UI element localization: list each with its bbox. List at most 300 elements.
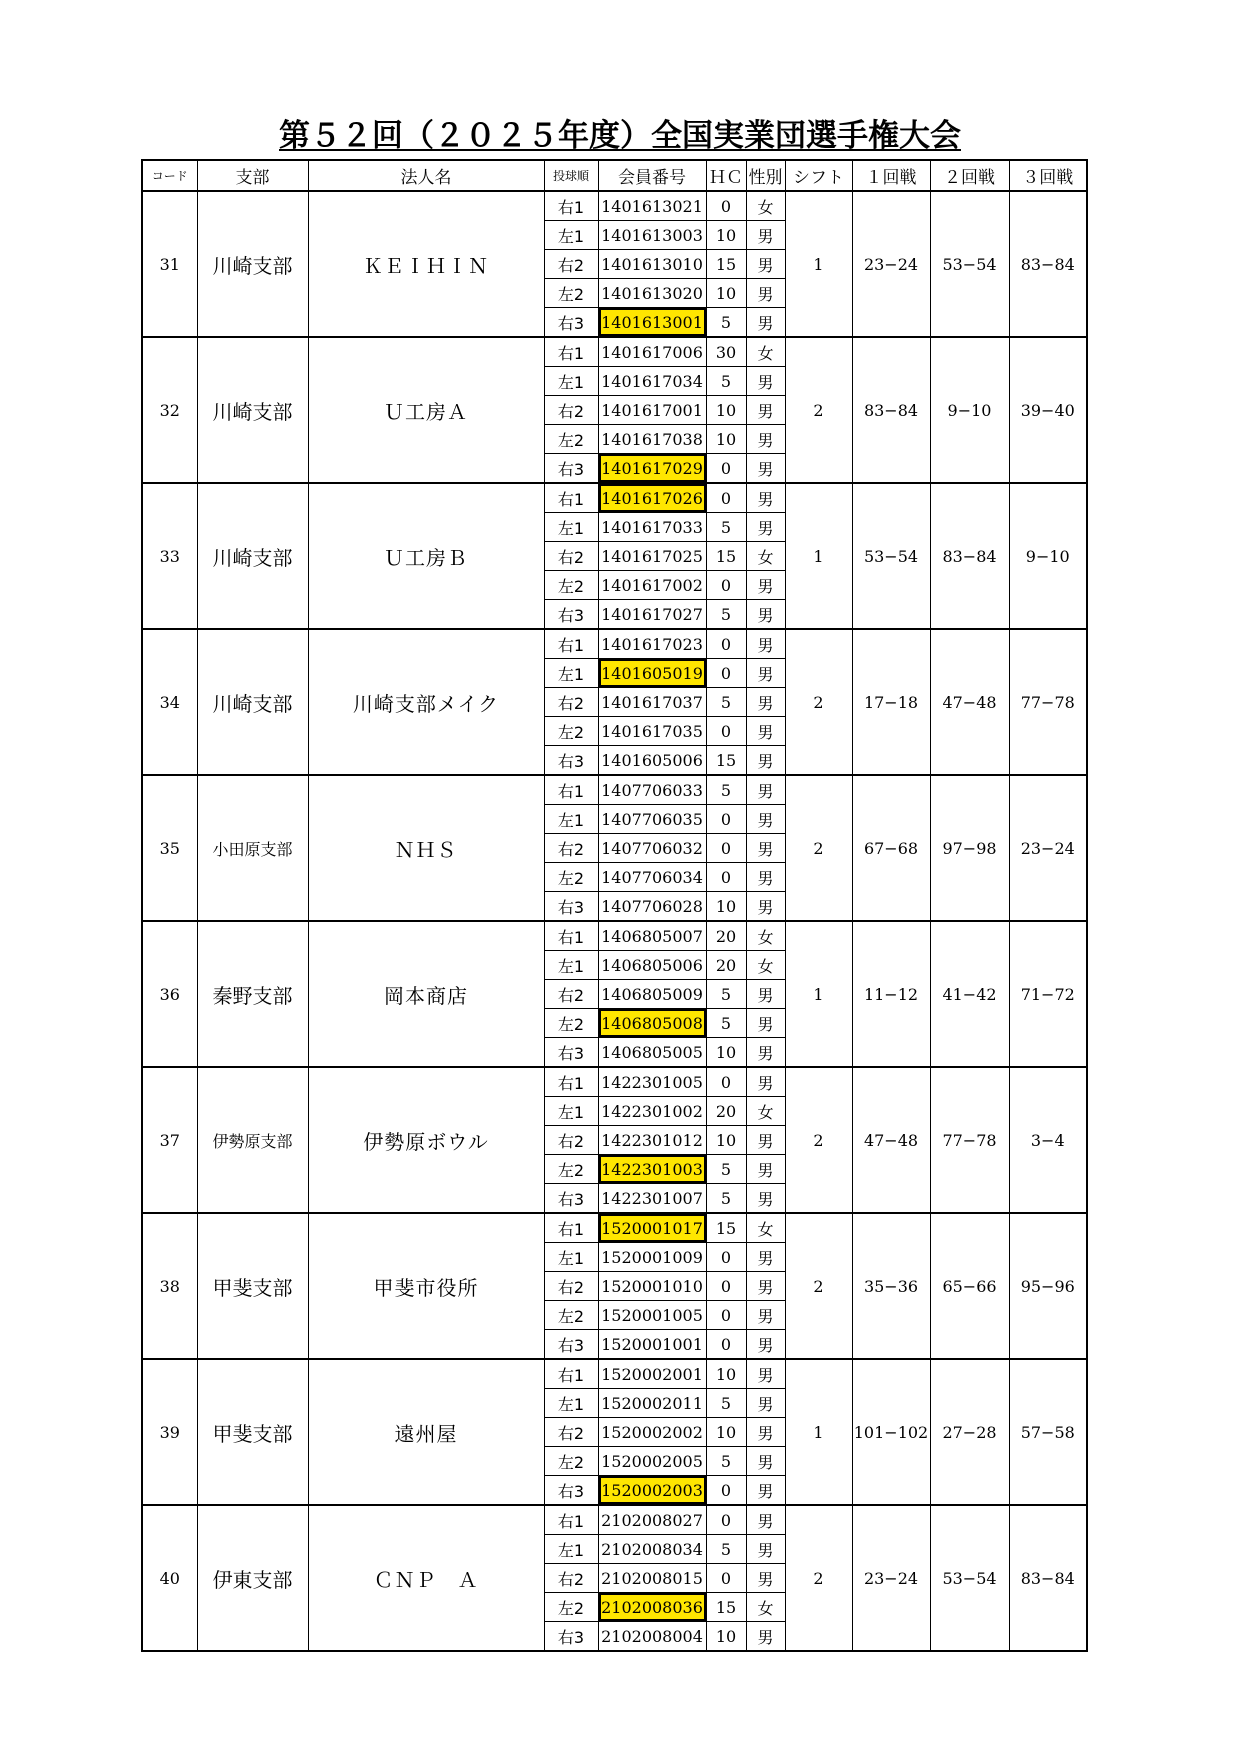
sex: 男 xyxy=(746,1301,785,1330)
round1-lanes: 67−68 xyxy=(852,775,930,921)
member-number: 2102008004 xyxy=(598,1622,706,1652)
handicap: 0 xyxy=(706,1243,746,1272)
sex: 男 xyxy=(746,396,785,425)
round2-lanes: 9−10 xyxy=(930,337,1009,483)
team-code: 34 xyxy=(142,629,197,775)
sex: 女 xyxy=(746,337,785,367)
bowling-order: 左1 xyxy=(544,1097,598,1126)
bowling-order: 右1 xyxy=(544,775,598,805)
sex: 男 xyxy=(746,1184,785,1214)
bowling-order: 左2 xyxy=(544,571,598,600)
team-group xyxy=(142,1359,1087,1505)
member-number: 1520002001 xyxy=(598,1359,706,1389)
sex: 男 xyxy=(746,1155,785,1184)
handicap: 10 xyxy=(706,279,746,308)
sex: 男 xyxy=(746,483,785,513)
member-number: 1401617029 xyxy=(598,454,706,484)
member-number: 1520001009 xyxy=(598,1243,706,1272)
sex: 男 xyxy=(746,250,785,279)
handicap: 10 xyxy=(706,396,746,425)
company-name: ＮＨＳ xyxy=(308,775,544,921)
round1-lanes: 83−84 xyxy=(852,337,930,483)
sex: 男 xyxy=(746,1447,785,1476)
shift: 2 xyxy=(785,337,852,483)
sex: 男 xyxy=(746,629,785,659)
round2-lanes: 77−78 xyxy=(930,1067,1009,1213)
member-number: 1520002003 xyxy=(598,1476,706,1506)
round3-lanes: 3−4 xyxy=(1009,1067,1087,1213)
bowling-order: 右1 xyxy=(544,483,598,513)
round3-lanes: 83−84 xyxy=(1009,1505,1087,1651)
handicap: 10 xyxy=(706,425,746,454)
member-number: 1401617033 xyxy=(598,513,706,542)
member-number: 1401605006 xyxy=(598,746,706,776)
bowling-order: 右3 xyxy=(544,1038,598,1068)
member-number: 1422301007 xyxy=(598,1184,706,1214)
handicap: 10 xyxy=(706,221,746,250)
round1-lanes: 53−54 xyxy=(852,483,930,629)
company-name: ＣＮＰ Ａ xyxy=(308,1505,544,1651)
shift: 1 xyxy=(785,191,852,337)
team-group xyxy=(142,775,1087,921)
sex: 男 xyxy=(746,367,785,396)
bowling-order: 右3 xyxy=(544,454,598,484)
member-number: 1401613021 xyxy=(598,191,706,221)
member-number: 1520002002 xyxy=(598,1418,706,1447)
table-row xyxy=(142,1067,1087,1097)
bowling-order: 右3 xyxy=(544,892,598,922)
round2-lanes: 41−42 xyxy=(930,921,1009,1067)
member-number: 1520002005 xyxy=(598,1447,706,1476)
bowling-order: 左1 xyxy=(544,513,598,542)
bowling-order: 右2 xyxy=(544,1564,598,1593)
shift: 2 xyxy=(785,1505,852,1651)
bowling-order: 右2 xyxy=(544,542,598,571)
branch-name: 伊勢原支部 xyxy=(197,1067,308,1213)
round1-lanes: 17−18 xyxy=(852,629,930,775)
handicap: 0 xyxy=(706,629,746,659)
branch-name: 甲斐支部 xyxy=(197,1359,308,1505)
round2-lanes: 53−54 xyxy=(930,191,1009,337)
sex: 男 xyxy=(746,600,785,630)
bowling-order: 右2 xyxy=(544,1418,598,1447)
shift: 2 xyxy=(785,1067,852,1213)
handicap: 5 xyxy=(706,1009,746,1038)
team-group xyxy=(142,483,1087,629)
shift: 1 xyxy=(785,1359,852,1505)
bowling-order: 左2 xyxy=(544,1593,598,1622)
header-round1: １回戦 xyxy=(852,160,930,191)
bowling-order: 左2 xyxy=(544,1155,598,1184)
round3-lanes: 9−10 xyxy=(1009,483,1087,629)
round1-lanes: 47−48 xyxy=(852,1067,930,1213)
branch-name: 川崎支部 xyxy=(197,483,308,629)
header-branch: 支部 xyxy=(197,160,308,191)
bowling-order: 右1 xyxy=(544,629,598,659)
round2-lanes: 27−28 xyxy=(930,1359,1009,1505)
round3-lanes: 77−78 xyxy=(1009,629,1087,775)
bowling-order: 右2 xyxy=(544,396,598,425)
handicap: 20 xyxy=(706,1097,746,1126)
table-row xyxy=(142,1213,1087,1243)
member-number: 1406805006 xyxy=(598,951,706,980)
sex: 男 xyxy=(746,659,785,688)
header-company: 法人名 xyxy=(308,160,544,191)
bowling-order: 左2 xyxy=(544,425,598,454)
bowling-order: 右2 xyxy=(544,980,598,1009)
round1-lanes: 23−24 xyxy=(852,191,930,337)
handicap: 20 xyxy=(706,921,746,951)
handicap: 0 xyxy=(706,805,746,834)
member-number: 1401617006 xyxy=(598,337,706,367)
company-name: Ｕ工房Ａ xyxy=(308,337,544,483)
round2-lanes: 83−84 xyxy=(930,483,1009,629)
handicap: 5 xyxy=(706,1184,746,1214)
member-number: 1520002011 xyxy=(598,1389,706,1418)
handicap: 15 xyxy=(706,746,746,776)
member-number: 1401605019 xyxy=(598,659,706,688)
bowling-order: 右2 xyxy=(544,1272,598,1301)
handicap: 30 xyxy=(706,337,746,367)
team-code: 38 xyxy=(142,1213,197,1359)
handicap: 5 xyxy=(706,980,746,1009)
team-code: 31 xyxy=(142,191,197,337)
sex: 女 xyxy=(746,921,785,951)
handicap: 0 xyxy=(706,483,746,513)
round3-lanes: 83−84 xyxy=(1009,191,1087,337)
sex: 男 xyxy=(746,717,785,746)
header-order: 投球順 xyxy=(544,160,598,191)
round3-lanes: 39−40 xyxy=(1009,337,1087,483)
member-number: 1401613010 xyxy=(598,250,706,279)
shift: 1 xyxy=(785,483,852,629)
round1-lanes: 101−102 xyxy=(852,1359,930,1505)
member-number: 1401617023 xyxy=(598,629,706,659)
team-group xyxy=(142,1213,1087,1359)
handicap: 5 xyxy=(706,367,746,396)
handicap: 0 xyxy=(706,1564,746,1593)
handicap: 5 xyxy=(706,1389,746,1418)
member-number: 1406805007 xyxy=(598,921,706,951)
member-number: 1422301012 xyxy=(598,1126,706,1155)
bowling-order: 右1 xyxy=(544,337,598,367)
sex: 男 xyxy=(746,454,785,484)
handicap: 0 xyxy=(706,1330,746,1360)
round3-lanes: 23−24 xyxy=(1009,775,1087,921)
member-number: 1407706034 xyxy=(598,863,706,892)
sex: 男 xyxy=(746,1009,785,1038)
sex: 男 xyxy=(746,746,785,776)
header-code: コード xyxy=(142,160,197,191)
handicap: 0 xyxy=(706,191,746,221)
handicap: 10 xyxy=(706,1038,746,1068)
team-code: 35 xyxy=(142,775,197,921)
member-number: 1520001010 xyxy=(598,1272,706,1301)
handicap: 5 xyxy=(706,688,746,717)
handicap: 5 xyxy=(706,308,746,338)
table-row xyxy=(142,921,1087,951)
shift: 2 xyxy=(785,775,852,921)
handicap: 0 xyxy=(706,659,746,688)
round1-lanes: 11−12 xyxy=(852,921,930,1067)
shift: 2 xyxy=(785,629,852,775)
sex: 女 xyxy=(746,1593,785,1622)
round1-lanes: 35−36 xyxy=(852,1213,930,1359)
member-number: 1407706035 xyxy=(598,805,706,834)
table-row xyxy=(142,775,1087,805)
table-row xyxy=(142,337,1087,367)
sex: 男 xyxy=(746,1418,785,1447)
sex: 男 xyxy=(746,1038,785,1068)
member-number: 1401617002 xyxy=(598,571,706,600)
handicap: 5 xyxy=(706,775,746,805)
member-number: 1422301003 xyxy=(598,1155,706,1184)
round2-lanes: 53−54 xyxy=(930,1505,1009,1651)
bowling-order: 右3 xyxy=(544,746,598,776)
sex: 女 xyxy=(746,951,785,980)
team-code: 32 xyxy=(142,337,197,483)
table-row xyxy=(142,191,1087,221)
bowling-order: 右2 xyxy=(544,834,598,863)
member-number: 1520001005 xyxy=(598,1301,706,1330)
sex: 男 xyxy=(746,308,785,338)
roster-table xyxy=(141,159,1088,1652)
sex: 男 xyxy=(746,805,785,834)
handicap: 5 xyxy=(706,513,746,542)
branch-name: 川崎支部 xyxy=(197,629,308,775)
sex: 男 xyxy=(746,1067,785,1097)
member-number: 1401617027 xyxy=(598,600,706,630)
bowling-order: 左1 xyxy=(544,659,598,688)
company-name: 岡本商店 xyxy=(308,921,544,1067)
team-group xyxy=(142,921,1087,1067)
round1-lanes: 23−24 xyxy=(852,1505,930,1651)
round2-lanes: 97−98 xyxy=(930,775,1009,921)
handicap: 15 xyxy=(706,542,746,571)
handicap: 5 xyxy=(706,600,746,630)
sex: 男 xyxy=(746,1389,785,1418)
handicap: 15 xyxy=(706,1593,746,1622)
member-number: 1407706028 xyxy=(598,892,706,922)
sex: 男 xyxy=(746,279,785,308)
header-sex: 性別 xyxy=(746,160,785,191)
team-group xyxy=(142,1505,1087,1651)
sex: 男 xyxy=(746,834,785,863)
company-name: ＫＥＩＨＩＮ xyxy=(308,191,544,337)
bowling-order: 右3 xyxy=(544,1476,598,1506)
sex: 男 xyxy=(746,221,785,250)
handicap: 5 xyxy=(706,1447,746,1476)
bowling-order: 左2 xyxy=(544,279,598,308)
sex: 男 xyxy=(746,1505,785,1535)
handicap: 0 xyxy=(706,863,746,892)
member-number: 2102008034 xyxy=(598,1535,706,1564)
member-number: 1520001017 xyxy=(598,1213,706,1243)
sex: 男 xyxy=(746,1564,785,1593)
branch-name: 小田原支部 xyxy=(197,775,308,921)
bowling-order: 左2 xyxy=(544,717,598,746)
company-name: 遠州屋 xyxy=(308,1359,544,1505)
sex: 女 xyxy=(746,1097,785,1126)
bowling-order: 右1 xyxy=(544,1505,598,1535)
team-code: 39 xyxy=(142,1359,197,1505)
member-number: 1401617037 xyxy=(598,688,706,717)
bowling-order: 左1 xyxy=(544,221,598,250)
sex: 男 xyxy=(746,980,785,1009)
header-shift: シフト xyxy=(785,160,852,191)
member-number: 1520001001 xyxy=(598,1330,706,1360)
sex: 男 xyxy=(746,863,785,892)
handicap: 0 xyxy=(706,834,746,863)
sex: 男 xyxy=(746,425,785,454)
branch-name: 甲斐支部 xyxy=(197,1213,308,1359)
team-code: 40 xyxy=(142,1505,197,1651)
header-member: 会員番号 xyxy=(598,160,706,191)
bowling-order: 右3 xyxy=(544,600,598,630)
team-group xyxy=(142,1067,1087,1213)
table-row xyxy=(142,629,1087,659)
sex: 男 xyxy=(746,1535,785,1564)
sex: 女 xyxy=(746,1213,785,1243)
bowling-order: 右1 xyxy=(544,921,598,951)
sex: 男 xyxy=(746,775,785,805)
sex: 男 xyxy=(746,1126,785,1155)
bowling-order: 右2 xyxy=(544,1126,598,1155)
bowling-order: 右1 xyxy=(544,191,598,221)
handicap: 10 xyxy=(706,1418,746,1447)
handicap: 10 xyxy=(706,892,746,922)
handicap: 10 xyxy=(706,1359,746,1389)
sex: 男 xyxy=(746,1359,785,1389)
team-code: 36 xyxy=(142,921,197,1067)
shift: 1 xyxy=(785,921,852,1067)
sex: 男 xyxy=(746,688,785,717)
bowling-order: 左1 xyxy=(544,951,598,980)
member-number: 1406805008 xyxy=(598,1009,706,1038)
round3-lanes: 57−58 xyxy=(1009,1359,1087,1505)
bowling-order: 左2 xyxy=(544,863,598,892)
team-code: 33 xyxy=(142,483,197,629)
handicap: 0 xyxy=(706,1476,746,1506)
round3-lanes: 71−72 xyxy=(1009,921,1087,1067)
sex: 男 xyxy=(746,571,785,600)
handicap: 15 xyxy=(706,250,746,279)
company-name: Ｕ工房Ｂ xyxy=(308,483,544,629)
company-name: 甲斐市役所 xyxy=(308,1213,544,1359)
bowling-order: 左1 xyxy=(544,1535,598,1564)
member-number: 1422301002 xyxy=(598,1097,706,1126)
member-number: 1406805009 xyxy=(598,980,706,1009)
handicap: 10 xyxy=(706,1622,746,1652)
bowling-order: 右3 xyxy=(544,1184,598,1214)
company-name: 川崎支部メイク xyxy=(308,629,544,775)
bowling-order: 左2 xyxy=(544,1447,598,1476)
handicap: 0 xyxy=(706,1301,746,1330)
bowling-order: 右1 xyxy=(544,1359,598,1389)
member-number: 2102008015 xyxy=(598,1564,706,1593)
member-number: 2102008027 xyxy=(598,1505,706,1535)
member-number: 1401617026 xyxy=(598,483,706,513)
bowling-order: 右3 xyxy=(544,1330,598,1360)
table-header xyxy=(142,160,1087,191)
member-number: 1406805005 xyxy=(598,1038,706,1068)
member-number: 1401617035 xyxy=(598,717,706,746)
branch-name: 川崎支部 xyxy=(197,337,308,483)
handicap: 20 xyxy=(706,951,746,980)
bowling-order: 右3 xyxy=(544,1622,598,1652)
branch-name: 秦野支部 xyxy=(197,921,308,1067)
sex: 女 xyxy=(746,542,785,571)
team-group xyxy=(142,629,1087,775)
round2-lanes: 65−66 xyxy=(930,1213,1009,1359)
sex: 男 xyxy=(746,1622,785,1652)
bowling-order: 左1 xyxy=(544,805,598,834)
member-number: 1407706033 xyxy=(598,775,706,805)
handicap: 0 xyxy=(706,1272,746,1301)
member-number: 1401613003 xyxy=(598,221,706,250)
handicap: 0 xyxy=(706,1067,746,1097)
branch-name: 川崎支部 xyxy=(197,191,308,337)
member-number: 1401613020 xyxy=(598,279,706,308)
sex: 男 xyxy=(746,513,785,542)
team-group xyxy=(142,191,1087,337)
table-row xyxy=(142,1359,1087,1389)
handicap: 15 xyxy=(706,1213,746,1243)
handicap: 0 xyxy=(706,717,746,746)
handicap: 5 xyxy=(706,1155,746,1184)
bowling-order: 右2 xyxy=(544,250,598,279)
team-code: 37 xyxy=(142,1067,197,1213)
member-number: 1401617025 xyxy=(598,542,706,571)
table-row xyxy=(142,1505,1087,1535)
sex: 男 xyxy=(746,1272,785,1301)
bowling-order: 右1 xyxy=(544,1213,598,1243)
sex: 男 xyxy=(746,1243,785,1272)
sex: 男 xyxy=(746,1476,785,1506)
member-number: 1422301005 xyxy=(598,1067,706,1097)
bowling-order: 右1 xyxy=(544,1067,598,1097)
handicap: 0 xyxy=(706,1505,746,1535)
bowling-order: 左1 xyxy=(544,367,598,396)
bowling-order: 右2 xyxy=(544,688,598,717)
shift: 2 xyxy=(785,1213,852,1359)
bowling-order: 左1 xyxy=(544,1243,598,1272)
member-number: 1401617038 xyxy=(598,425,706,454)
member-number: 1401617001 xyxy=(598,396,706,425)
sex: 男 xyxy=(746,892,785,922)
handicap: 0 xyxy=(706,571,746,600)
sex: 女 xyxy=(746,191,785,221)
header-round3: ３回戦 xyxy=(1009,160,1087,191)
company-name: 伊勢原ボウル xyxy=(308,1067,544,1213)
handicap: 5 xyxy=(706,1535,746,1564)
bowling-order: 左2 xyxy=(544,1009,598,1038)
team-group xyxy=(142,337,1087,483)
table-row xyxy=(142,483,1087,513)
round2-lanes: 47−48 xyxy=(930,629,1009,775)
member-number: 1407706032 xyxy=(598,834,706,863)
handicap: 0 xyxy=(706,454,746,484)
member-number: 1401613001 xyxy=(598,308,706,338)
bowling-order: 左1 xyxy=(544,1389,598,1418)
header-hc: ＨＣ xyxy=(706,160,746,191)
round3-lanes: 95−96 xyxy=(1009,1213,1087,1359)
page-title: 第５２回（２０２５年度）全国実業団選手権大会 xyxy=(279,118,961,154)
member-number: 1401617034 xyxy=(598,367,706,396)
header-round2: ２回戦 xyxy=(930,160,1009,191)
branch-name: 伊東支部 xyxy=(197,1505,308,1651)
member-number: 2102008036 xyxy=(598,1593,706,1622)
